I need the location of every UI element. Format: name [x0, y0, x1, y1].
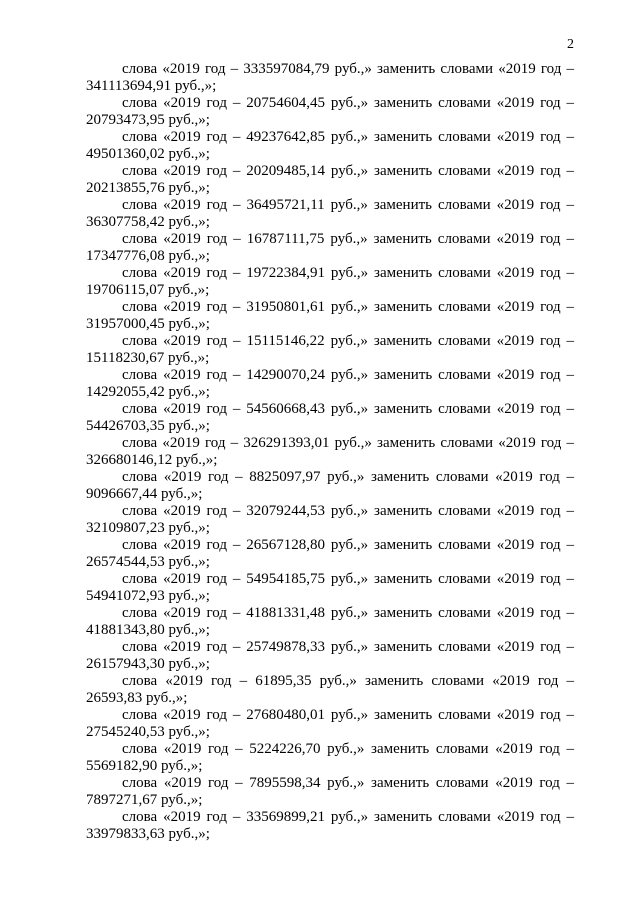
amendment-paragraph: слова «2019 год – 20754604,45 руб.,» заменить словами «2019 год – 20793473,95 руб.,»;	[86, 95, 574, 128]
amendment-paragraph: слова «2019 год – 15115146,22 руб.,» заменить словами «2019 год – 15118230,67 руб.,»;	[86, 333, 574, 366]
document-body	[86, 61, 574, 843]
amendment-paragraph: слова «2019 год – 26567128,80 руб.,» заменить словами «2019 год – 26574544,53 руб.,»;	[86, 537, 574, 570]
amendment-paragraph: слова «2019 год – 36495721,11 руб.,» заменить словами «2019 год – 36307758,42 руб.,»;	[86, 197, 574, 230]
amendment-paragraph: слова «2019 год – 19722384,91 руб.,» заменить словами «2019 год – 19706115,07 руб.,»;	[86, 265, 574, 298]
amendment-paragraph: слова «2019 год – 333597084,79 руб.,» заменить словами «2019 год – 341113694,91 руб.,»;	[86, 61, 574, 94]
amendment-paragraph: слова «2019 год – 8825097,97 руб.,» заменить словами «2019 год – 9096667,44 руб.,»;	[86, 469, 574, 502]
amendment-paragraph: слова «2019 год – 25749878,33 руб.,» заменить словами «2019 год – 26157943,30 руб.,»;	[86, 639, 574, 672]
amendment-paragraph: слова «2019 год – 33569899,21 руб.,» заменить словами «2019 год – 33979833,63 руб.,»;	[86, 809, 574, 842]
amendment-paragraph: слова «2019 год – 32079244,53 руб.,» заменить словами «2019 год – 32109807,23 руб.,»;	[86, 503, 574, 536]
amendment-paragraph: слова «2019 год – 7895598,34 руб.,» заменить словами «2019 год – 7897271,67 руб.,»;	[86, 775, 574, 808]
amendment-paragraph: слова «2019 год – 14290070,24 руб.,» заменить словами «2019 год – 14292055,42 руб.,»;	[86, 367, 574, 400]
amendment-paragraph: слова «2019 год – 27680480,01 руб.,» заменить словами «2019 год – 27545240,53 руб.,»;	[86, 707, 574, 740]
amendment-paragraph: слова «2019 год – 5224226,70 руб.,» заменить словами «2019 год – 5569182,90 руб.,»;	[86, 741, 574, 774]
amendment-paragraph: слова «2019 год – 326291393,01 руб.,» заменить словами «2019 год – 326680146,12 руб.,»;	[86, 435, 574, 468]
amendment-paragraph: слова «2019 год – 54954185,75 руб.,» заменить словами «2019 год – 54941072,93 руб.,»;	[86, 571, 574, 604]
amendment-paragraph: слова «2019 год – 31950801,61 руб.,» заменить словами «2019 год – 31957000,45 руб.,»;	[86, 299, 574, 332]
amendment-paragraph: слова «2019 год – 54560668,43 руб.,» заменить словами «2019 год – 54426703,35 руб.,»;	[86, 401, 574, 434]
amendment-paragraph: слова «2019 год – 41881331,48 руб.,» заменить словами «2019 год – 41881343,80 руб.,»;	[86, 605, 574, 638]
amendment-paragraph: слова «2019 год – 49237642,85 руб.,» заменить словами «2019 год – 49501360,02 руб.,»;	[86, 129, 574, 162]
amendment-paragraph: слова «2019 год – 20209485,14 руб.,» заменить словами «2019 год – 20213855,76 руб.,»;	[86, 163, 574, 196]
amendment-paragraph: слова «2019 год – 61895,35 руб.,» заменить словами «2019 год – 26593,83 руб.,»;	[86, 673, 574, 706]
amendment-paragraph: слова «2019 год – 16787111,75 руб.,» заменить словами «2019 год – 17347776,08 руб.,»;	[86, 231, 574, 264]
page-number: 2	[567, 37, 574, 52]
